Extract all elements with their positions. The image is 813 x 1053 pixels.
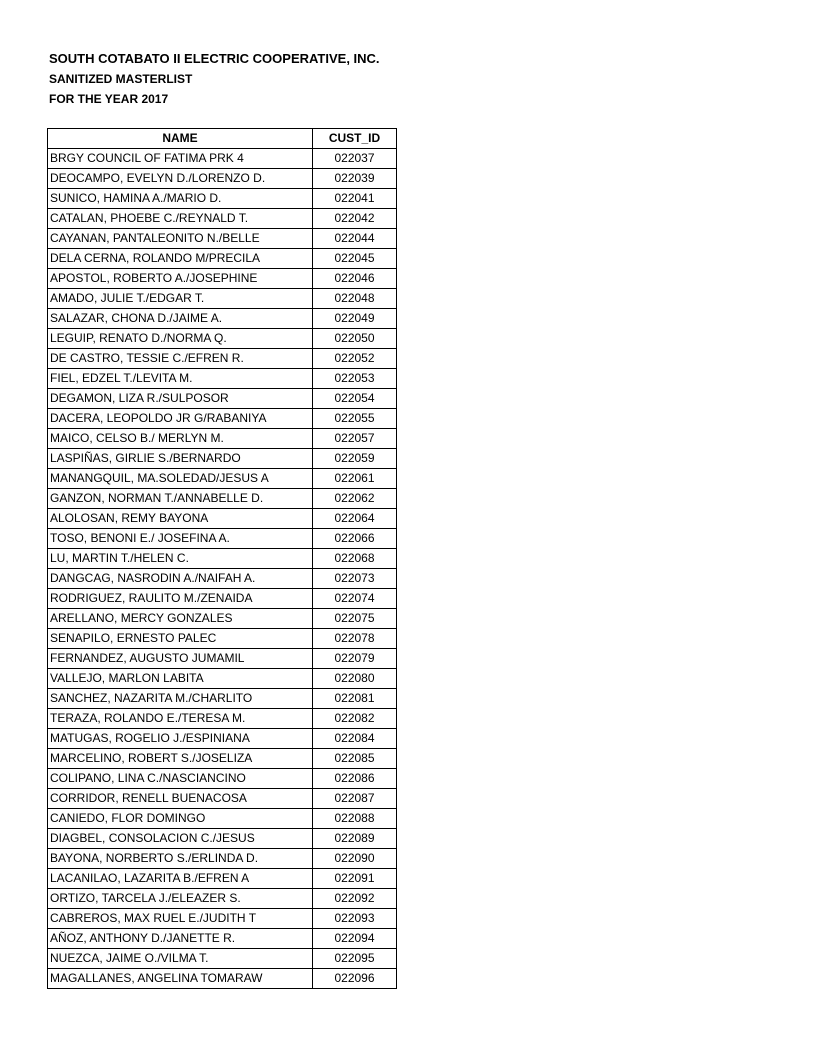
customer-id-cell: 022073 — [313, 569, 397, 589]
customer-name-cell: SALAZAR, CHONA D./JAIME A. — [48, 309, 313, 329]
customer-name-cell: VALLEJO, MARLON LABITA — [48, 669, 313, 689]
customer-id-cell: 022045 — [313, 249, 397, 269]
table-row — [48, 889, 397, 909]
table-row — [48, 269, 397, 289]
table-row — [48, 789, 397, 809]
table-row — [48, 629, 397, 649]
customer-id-cell: 022090 — [313, 849, 397, 869]
customer-name-cell: DE CASTRO, TESSIE C./EFREN R. — [48, 349, 313, 369]
customer-name-cell: DANGCAG, NASRODIN A./NAIFAH A. — [48, 569, 313, 589]
customer-name-cell: CANIEDO, FLOR DOMINGO — [48, 809, 313, 829]
customer-id-cell: 022037 — [313, 149, 397, 169]
table-row — [48, 929, 397, 949]
table-row — [48, 309, 397, 329]
customer-id-cell: 022088 — [313, 809, 397, 829]
customer-name-cell: AMADO, JULIE T./EDGAR T. — [48, 289, 313, 309]
table-row — [48, 509, 397, 529]
customer-id-cell: 022048 — [313, 289, 397, 309]
table-row — [48, 449, 397, 469]
customer-id-cell: 022087 — [313, 789, 397, 809]
customer-name-cell: CABREROS, MAX RUEL E./JUDITH T — [48, 909, 313, 929]
customer-id-cell: 022082 — [313, 709, 397, 729]
masterlist-table — [47, 128, 397, 989]
customer-id-cell: 022039 — [313, 169, 397, 189]
customer-id-cell: 022081 — [313, 689, 397, 709]
table-row — [48, 289, 397, 309]
customer-id-cell: 022085 — [313, 749, 397, 769]
customer-name-cell: MANANGQUIL, MA.SOLEDAD/JESUS A — [48, 469, 313, 489]
table-row — [48, 769, 397, 789]
cooperative-title: SOUTH COTABATO II ELECTRIC COOPERATIVE, INC. — [49, 51, 380, 66]
customer-id-cell: 022074 — [313, 589, 397, 609]
customer-id-cell: 022050 — [313, 329, 397, 349]
table-row — [48, 669, 397, 689]
customer-name-cell: LEGUIP, RENATO D./NORMA Q. — [48, 329, 313, 349]
table-row — [48, 169, 397, 189]
customer-id-cell: 022080 — [313, 669, 397, 689]
table-row — [48, 849, 397, 869]
customer-name-cell: CATALAN, PHOEBE C./REYNALD T. — [48, 209, 313, 229]
table-row — [48, 689, 397, 709]
customer-name-cell: CORRIDOR, RENELL BUENACOSA — [48, 789, 313, 809]
table-row — [48, 229, 397, 249]
customer-name-cell: RODRIGUEZ, RAULITO M./ZENAIDA — [48, 589, 313, 609]
customer-name-cell: LU, MARTIN T./HELEN C. — [48, 549, 313, 569]
customer-name-cell: TOSO, BENONI E./ JOSEFINA A. — [48, 529, 313, 549]
table-header-row — [48, 129, 397, 149]
column-header-cust-id: CUST_ID — [313, 129, 397, 149]
table-row — [48, 729, 397, 749]
document-subtitle: SANITIZED MASTERLIST — [49, 72, 193, 86]
customer-name-cell: MARCELINO, ROBERT S./JOSELIZA — [48, 749, 313, 769]
customer-id-cell: 022084 — [313, 729, 397, 749]
table-row — [48, 209, 397, 229]
customer-name-cell: DELA CERNA, ROLANDO M/PRECILA — [48, 249, 313, 269]
customer-name-cell: GANZON, NORMAN T./ANNABELLE D. — [48, 489, 313, 509]
customer-name-cell: TERAZA, ROLANDO E./TERESA M. — [48, 709, 313, 729]
customer-id-cell: 022091 — [313, 869, 397, 889]
customer-name-cell: ALOLOSAN, REMY BAYONA — [48, 509, 313, 529]
customer-id-cell: 022094 — [313, 929, 397, 949]
table-row — [48, 389, 397, 409]
customer-name-cell: BRGY COUNCIL OF FATIMA PRK 4 — [48, 149, 313, 169]
customer-id-cell: 022095 — [313, 949, 397, 969]
table-row — [48, 249, 397, 269]
customer-id-cell: 022052 — [313, 349, 397, 369]
year-line: FOR THE YEAR 2017 — [49, 92, 169, 106]
table-row — [48, 829, 397, 849]
table-row — [48, 869, 397, 889]
customer-id-cell: 022061 — [313, 469, 397, 489]
customer-id-cell: 022046 — [313, 269, 397, 289]
table-row — [48, 569, 397, 589]
table-row — [48, 649, 397, 669]
table-row — [48, 149, 397, 169]
table-row — [48, 469, 397, 489]
customer-name-cell: SANCHEZ, NAZARITA M./CHARLITO — [48, 689, 313, 709]
customer-name-cell: DEOCAMPO, EVELYN D./LORENZO D. — [48, 169, 313, 189]
customer-name-cell: DIAGBEL, CONSOLACION C./JESUS — [48, 829, 313, 849]
customer-id-cell: 022092 — [313, 889, 397, 909]
table-row — [48, 589, 397, 609]
customer-name-cell: MAGALLANES, ANGELINA TOMARAW — [48, 969, 313, 989]
customer-id-cell: 022059 — [313, 449, 397, 469]
customer-name-cell: DEGAMON, LIZA R./SULPOSOR — [48, 389, 313, 409]
table-row — [48, 809, 397, 829]
table-row — [48, 609, 397, 629]
customer-id-cell: 022054 — [313, 389, 397, 409]
customer-id-cell: 022078 — [313, 629, 397, 649]
customer-name-cell: FERNANDEZ, AUGUSTO JUMAMIL — [48, 649, 313, 669]
table-row — [48, 329, 397, 349]
table-row — [48, 189, 397, 209]
customer-name-cell: LACANILAO, LAZARITA B./EFREN A — [48, 869, 313, 889]
customer-id-cell: 022096 — [313, 969, 397, 989]
table-row — [48, 409, 397, 429]
table-row — [48, 489, 397, 509]
customer-name-cell: MAICO, CELSO B./ MERLYN M. — [48, 429, 313, 449]
customer-id-cell: 022055 — [313, 409, 397, 429]
customer-id-cell: 022068 — [313, 549, 397, 569]
table-row — [48, 909, 397, 929]
customer-id-cell: 022053 — [313, 369, 397, 389]
customer-id-cell: 022093 — [313, 909, 397, 929]
customer-id-cell: 022079 — [313, 649, 397, 669]
table-row — [48, 949, 397, 969]
table-row — [48, 709, 397, 729]
table-row — [48, 969, 397, 989]
table-row — [48, 369, 397, 389]
table-row — [48, 529, 397, 549]
customer-name-cell: ARELLANO, MERCY GONZALES — [48, 609, 313, 629]
customer-id-cell: 022064 — [313, 509, 397, 529]
table-row — [48, 549, 397, 569]
table-row — [48, 749, 397, 769]
customer-name-cell: DACERA, LEOPOLDO JR G/RABANIYA — [48, 409, 313, 429]
customer-name-cell: APOSTOL, ROBERTO A./JOSEPHINE — [48, 269, 313, 289]
customer-name-cell: COLIPANO, LINA C./NASCIANCINO — [48, 769, 313, 789]
customer-name-cell: CAYANAN, PANTALEONITO N./BELLE — [48, 229, 313, 249]
customer-id-cell: 022044 — [313, 229, 397, 249]
customer-id-cell: 022041 — [313, 189, 397, 209]
customer-name-cell: AÑOZ, ANTHONY D./JANETTE R. — [48, 929, 313, 949]
customer-id-cell: 022086 — [313, 769, 397, 789]
document-header — [49, 49, 380, 109]
column-header-name: NAME — [48, 129, 313, 149]
table-body — [48, 149, 397, 989]
customer-name-cell: BAYONA, NORBERTO S./ERLINDA D. — [48, 849, 313, 869]
customer-name-cell: SENAPILO, ERNESTO PALEC — [48, 629, 313, 649]
table-row — [48, 349, 397, 369]
customer-id-cell: 022075 — [313, 609, 397, 629]
customer-id-cell: 022057 — [313, 429, 397, 449]
customer-id-cell: 022062 — [313, 489, 397, 509]
customer-id-cell: 022089 — [313, 829, 397, 849]
customer-id-cell: 022042 — [313, 209, 397, 229]
table-row — [48, 429, 397, 449]
customer-id-cell: 022049 — [313, 309, 397, 329]
customer-name-cell: ORTIZO, TARCELA J./ELEAZER S. — [48, 889, 313, 909]
customer-name-cell: SUNICO, HAMINA A./MARIO D. — [48, 189, 313, 209]
customer-id-cell: 022066 — [313, 529, 397, 549]
customer-name-cell: LASPIÑAS, GIRLIE S./BERNARDO — [48, 449, 313, 469]
customer-name-cell: FIEL, EDZEL T./LEVITA M. — [48, 369, 313, 389]
customer-name-cell: NUEZCA, JAIME O./VILMA T. — [48, 949, 313, 969]
customer-name-cell: MATUGAS, ROGELIO J./ESPINIANA — [48, 729, 313, 749]
